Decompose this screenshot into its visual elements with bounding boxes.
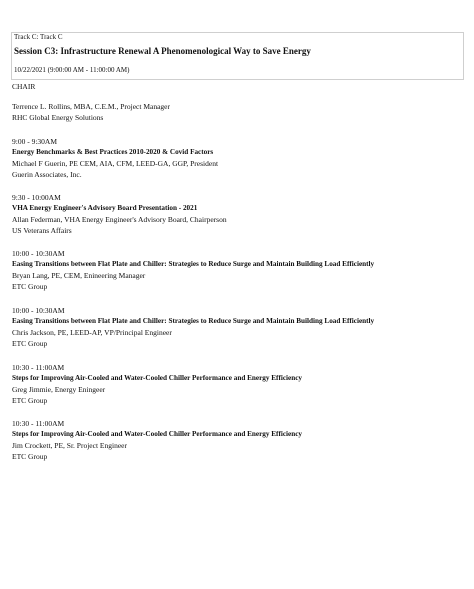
session-talk-title: Steps for Improving Air-Cooled and Water-Cooled Chiller Performance and Energy Efficiency — [12, 430, 303, 438]
session-time: 10:30 - 11:00AM — [12, 363, 65, 372]
chair-name: Terrence L. Rollins, MBA, C.E.M., Project Manager — [12, 102, 170, 111]
session-time: 10:00 - 10:30AM — [12, 306, 65, 315]
session-speaker: Bryan Lang, PE, CEM, Enineering Manager — [12, 271, 146, 280]
session-talk-title: Easing Transitions between Flat Plate and Chiller: Strategies to Reduce Surge and Maintain Building Load Efficiently — [12, 317, 375, 325]
session-item — [12, 192, 467, 236]
session-time: 9:30 - 10:00AM — [12, 193, 61, 202]
session-time: 10:00 - 10:30AM — [12, 249, 65, 258]
chair-label: CHAIR — [12, 82, 36, 91]
session-talk-title: Energy Benchmarks & Best Practices 2010-2020 & Covid Factors — [12, 148, 214, 156]
session-item — [12, 418, 467, 462]
session-time: 10:30 - 11:00AM — [12, 419, 65, 428]
session-org: US Veterans Affairs — [12, 226, 72, 235]
session-speaker: Greg Jimmie, Energy Eningeer — [12, 385, 106, 394]
session-org: ETC Group — [12, 452, 48, 461]
track-label: Track C: Track C — [14, 33, 63, 41]
session-talk-title: VHA Energy Engineer's Advisory Board Presentation - 2021 — [12, 204, 198, 212]
session-speaker: Jim Crockett, PE, Sr. Project Engineer — [12, 441, 127, 450]
session-datetime: 10/22/2021 (9:00:00 AM - 11:00:00 AM) — [14, 66, 130, 74]
chair-org: RHC Global Energy Solutions — [12, 113, 104, 122]
session-speaker: Allan Federman, VHA Energy Engineer's Advisory Board, Chairperson — [12, 215, 227, 224]
session-item — [12, 248, 467, 292]
session-speaker: Michael F Guerin, PE CEM, AIA, CFM, LEED-GA, GGP, President — [12, 159, 219, 168]
session-talk-title: Steps for Improving Air-Cooled and Water-Cooled Chiller Performance and Energy Efficiency — [12, 374, 303, 382]
session-org: Guerin Associates, Inc. — [12, 170, 82, 179]
session-time: 9:00 - 9:30AM — [12, 137, 57, 146]
session-talk-title: Easing Transitions between Flat Plate and Chiller: Strategies to Reduce Surge and Maintain Building Load Efficiently — [12, 260, 375, 268]
session-item — [12, 305, 467, 349]
header-divider — [11, 79, 464, 80]
session-org: ETC Group — [12, 339, 48, 348]
session-org: ETC Group — [12, 396, 48, 405]
chair-block — [12, 101, 170, 123]
session-speaker: Chris Jackson, PE, LEED-AP, VP/Principal Engineer — [12, 328, 172, 337]
session-title: Session C3: Infrastructure Renewal A Phenomenological Way to Save Energy — [14, 46, 311, 56]
session-item — [12, 136, 467, 180]
session-org: ETC Group — [12, 282, 48, 291]
session-item — [12, 362, 467, 406]
